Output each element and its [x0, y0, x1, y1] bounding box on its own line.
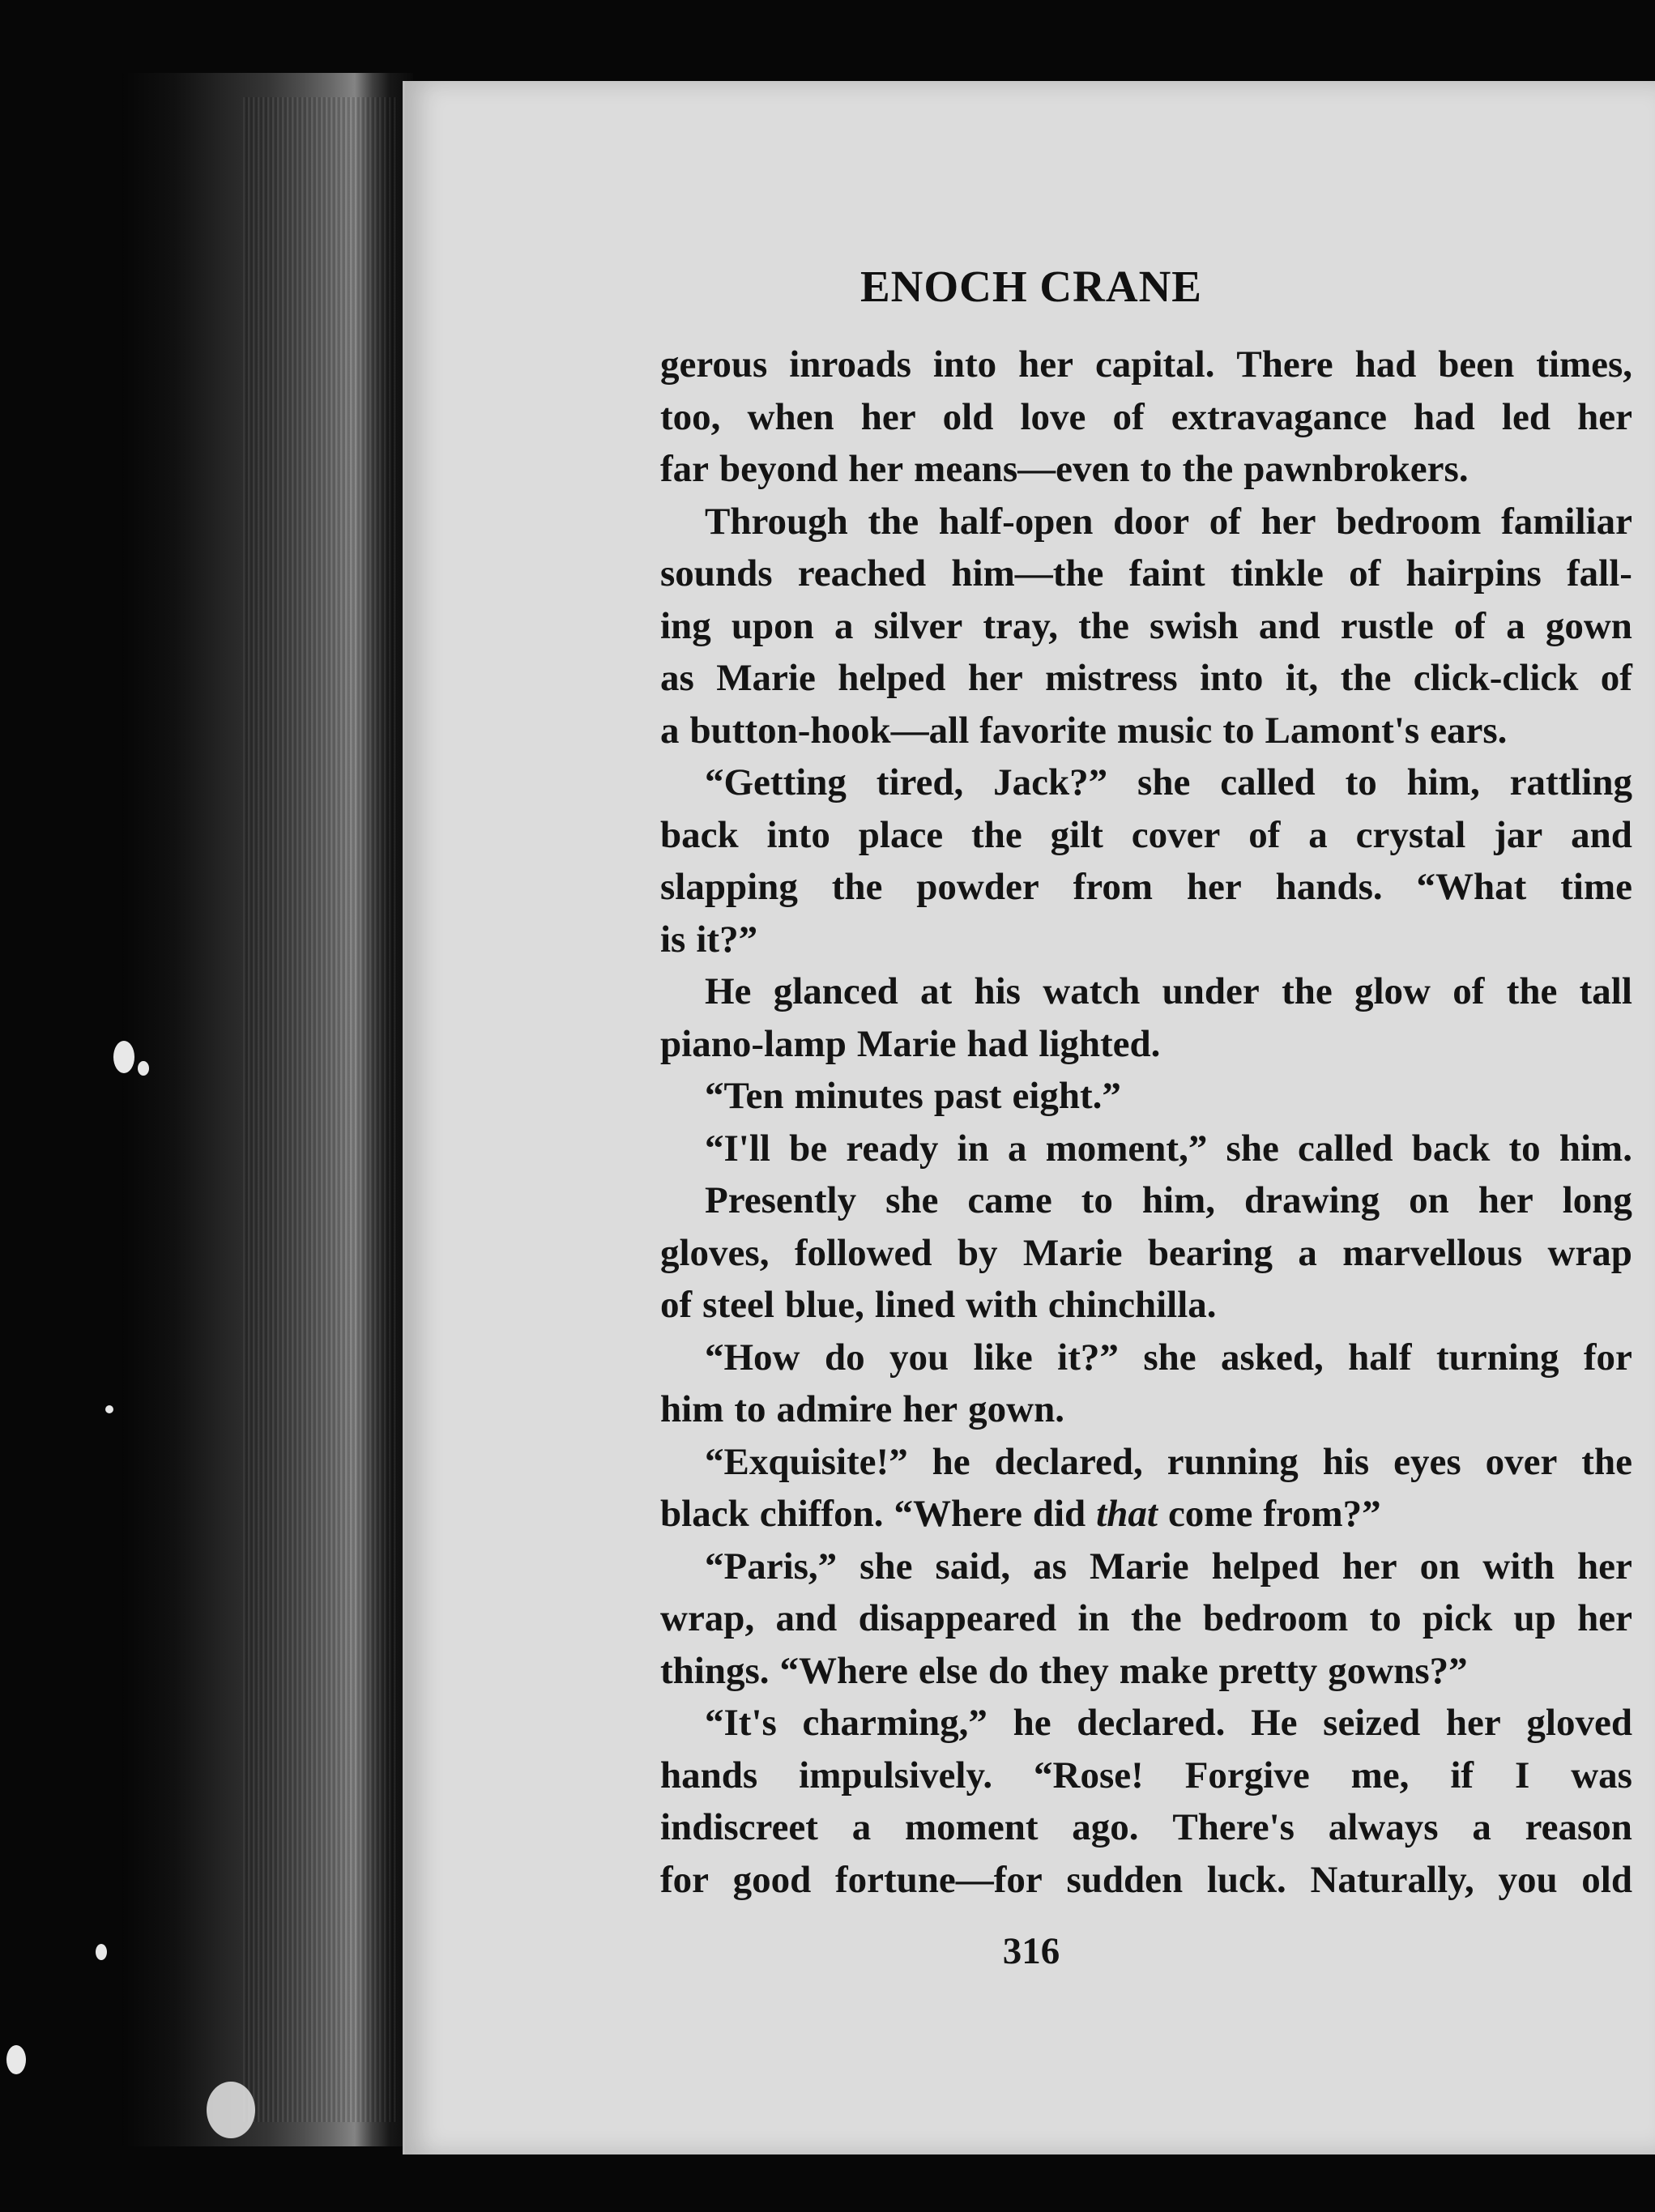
text-line: of steel blue, lined with chinchilla.: [660, 1284, 1217, 1326]
book-page: [403, 81, 1655, 2154]
dust-speck: [207, 2082, 255, 2138]
text-line: slapping the powder from her hands. “What time: [660, 866, 1632, 908]
text-line: Presently she came to him, drawing on her long: [705, 1179, 1632, 1221]
text-line: wrap, and disappeared in the bedroom to pick up her: [660, 1597, 1632, 1639]
text-line: ing upon a silver tray, the swish and rustle of a gown: [660, 604, 1632, 647]
text-line: “I'll be ready in a moment,” she called back to him.: [705, 1127, 1632, 1170]
text-line: far beyond her means—even to the pawnbrokers.: [660, 448, 1469, 490]
text-line: too, when her old love of extravagance had led her: [660, 395, 1632, 438]
text-line: is it?”: [660, 918, 758, 961]
dust-speck: [105, 1405, 113, 1413]
text-line: black chiffon. “Where did that come from?”: [660, 1493, 1381, 1535]
dust-speck: [96, 1944, 107, 1960]
text-line: “It's charming,” he declared. He seized her gloved: [705, 1702, 1632, 1744]
body-text: [660, 339, 1632, 1906]
page-number: 316: [1002, 1930, 1060, 1972]
text-line: for good fortune—for sudden luck. Naturally, you old: [660, 1858, 1632, 1901]
text-line: “Exquisite!” he declared, running his eyes over the: [705, 1440, 1632, 1483]
text-line: piano-lamp Marie had lighted.: [660, 1022, 1161, 1065]
dust-speck: [113, 1041, 134, 1073]
running-head: ENOCH CRANE: [860, 262, 1202, 311]
dust-speck: [6, 2045, 26, 2074]
text-line: sounds reached him—the faint tinkle of hairpins fall-: [660, 552, 1632, 595]
text-line: indiscreet a moment ago. There's always a reason: [660, 1806, 1632, 1848]
text-line: “Getting tired, Jack?” she called to him, rattling: [705, 761, 1632, 803]
text-line: him to admire her gown.: [660, 1388, 1064, 1430]
text-line: “How do you like it?” she asked, half turning for: [705, 1336, 1632, 1379]
text-line: gloves, followed by Marie bearing a marvellous wrap: [660, 1231, 1632, 1274]
text-line: as Marie helped her mistress into it, the click-click of: [660, 657, 1632, 699]
page-edge-streaks: [243, 97, 397, 2122]
text-line: back into place the gilt cover of a crystal jar and: [660, 813, 1632, 856]
text-line: a button-hook—all favorite music to Lamont's ears.: [660, 709, 1508, 752]
text-line: Through the half-open door of her bedroom familiar: [705, 500, 1632, 543]
text-line: “Paris,” she said, as Marie helped her on with her: [705, 1545, 1632, 1588]
dust-speck: [138, 1061, 149, 1076]
text-line: He glanced at his watch under the glow of the tall: [705, 970, 1632, 1012]
text-line: hands impulsively. “Rose! Forgive me, if I was: [660, 1754, 1632, 1796]
text-line: “Ten minutes past eight.”: [705, 1075, 1121, 1117]
text-line: gerous inroads into her capital. There had been times,: [660, 343, 1632, 386]
text-line: things. “Where else do they make pretty gowns?”: [660, 1649, 1468, 1692]
